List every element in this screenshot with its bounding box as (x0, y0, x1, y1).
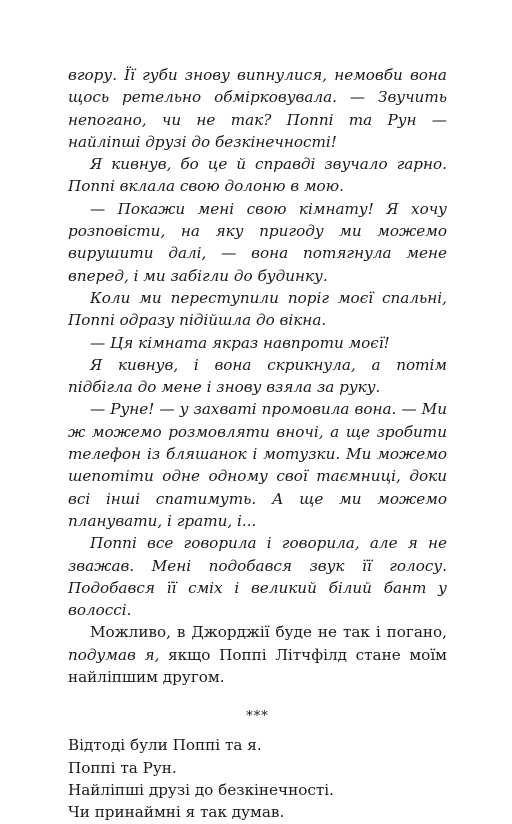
paragraph-9-part3: якщо Поппі Літчфілд стане моїм найліпшим другом. (68, 645, 447, 687)
final-line-3: Найліпші друзі до безкінечності. (68, 780, 334, 799)
paragraph-9 (68, 621, 447, 688)
final-lines (68, 734, 447, 823)
paragraph-5: — Ця кімната якраз навпроти моєї! (90, 333, 390, 352)
paragraph-2: Я кивнув, бо це й справді звучало гарно. Поппі вклала свою долоню в мою. (68, 155, 447, 196)
paragraph-4: Коли ми переступили поріг моєї спальні, Поппі одразу підійшла до вікна. (68, 288, 447, 330)
section-separator: *** (246, 709, 269, 725)
book-page (68, 64, 447, 824)
final-line-1: Відтоді були Поппі та я. (68, 736, 262, 755)
final-line-2: Поппі та Рун. (68, 758, 177, 777)
paragraph-3: — Покажи мені свою кімнату! Я хочу розповісти, на яку пригоду ми можемо вирушити далі, — вона потягнула мене вперед, і ми забігли до будинку. (68, 199, 447, 285)
paragraph-6: Я кивнув, і вона скрикнула, а потім підбігла до мене і знову взяла за руку. (68, 355, 447, 397)
final-line-4: Чи принаймні я так думав. (68, 803, 285, 822)
paragraph-7: — Руне! — у захваті промовила вона. — Ми ж можемо розмовляти вночі, а ще зробити телефон із бляшанок і мотузки. Ми можемо шепотіти одне одному свої таємниці, доки всі інші спатимуть. А ще ми можемо планувати, і грати, і... (68, 400, 447, 530)
paragraph-1: вгору. Її губи знову випнулися, немовби вона щось ретельно обмірковувала. — Звучить непогано, чи не так? Поппі та Рун — найліпші друзі до безкінечності! (68, 66, 447, 151)
paragraph-9-part2: подумав я, (68, 645, 160, 664)
paragraph-8: Поппі все говорила і говорила, але я не зважав. Мені подобався звук її голосу. Подобався її сміх і великий білий бант у волоссі. (68, 534, 447, 620)
paragraph-9-part1: Можливо, в Джорджії буде не так і погано, (90, 623, 447, 642)
